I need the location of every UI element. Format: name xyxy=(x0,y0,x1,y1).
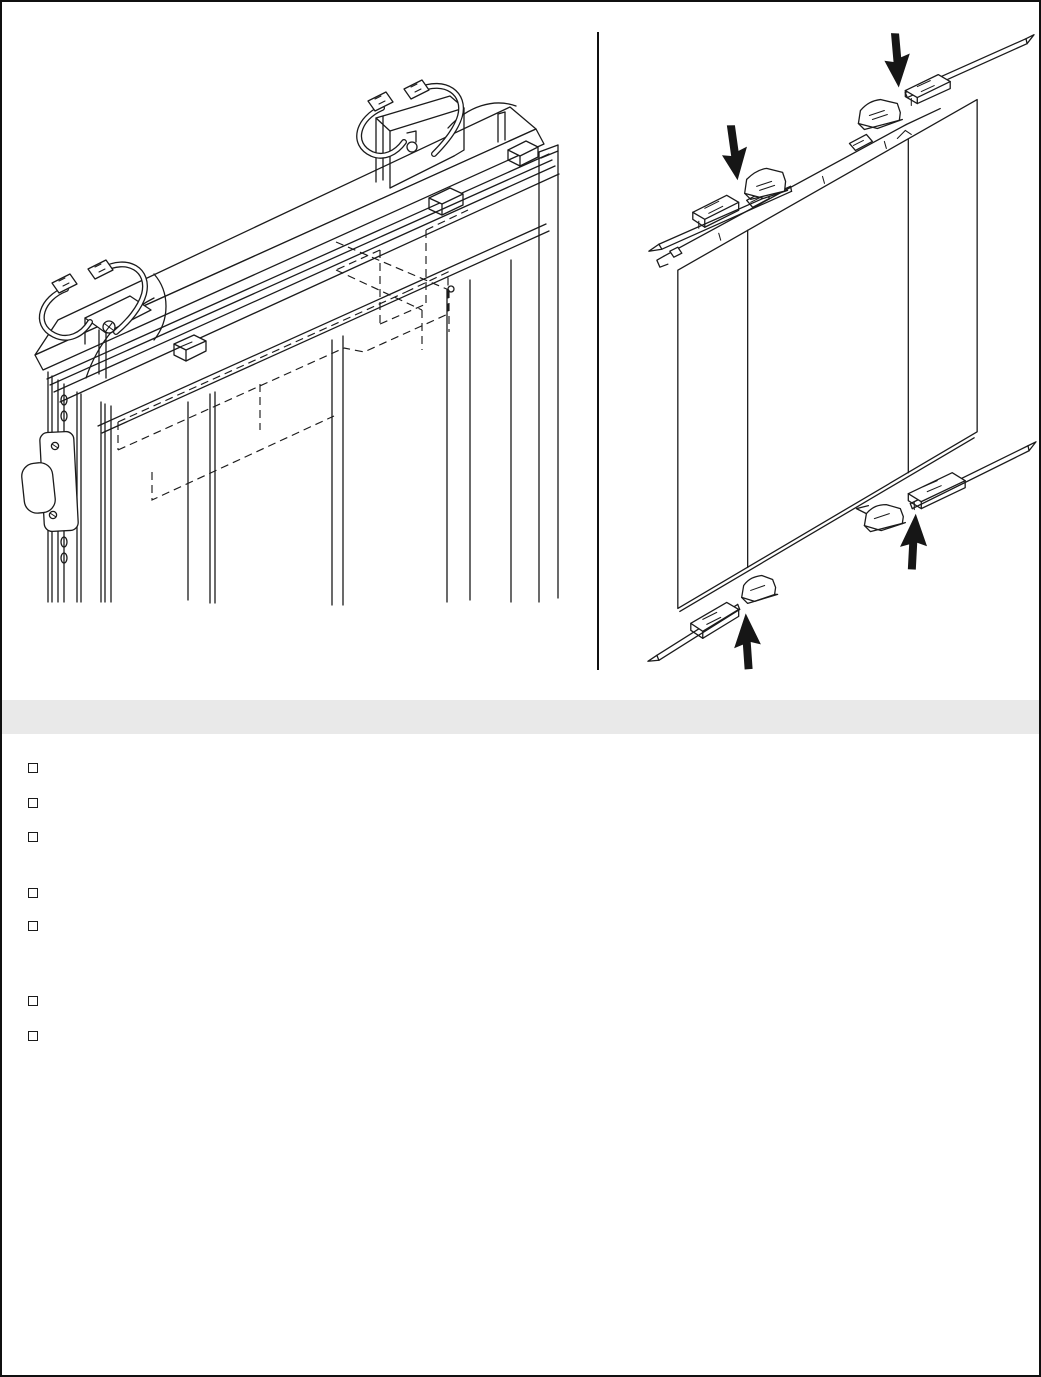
checklist-item xyxy=(28,1031,48,1041)
down-arrow-icon xyxy=(882,32,913,89)
header-assembly-drawing xyxy=(2,2,600,692)
up-arrow-icon xyxy=(899,513,929,570)
panel-clip-drawing xyxy=(601,2,1041,682)
bottom-left-sill-strip xyxy=(648,602,740,661)
checklist-item xyxy=(28,763,48,773)
cable-connector-icon xyxy=(52,274,77,293)
checkbox[interactable] xyxy=(28,763,38,773)
figure-divider-line xyxy=(597,32,599,670)
cable-connector-icon xyxy=(404,80,429,99)
checkbox[interactable] xyxy=(28,921,38,931)
checklist-item xyxy=(28,888,48,898)
checkbox[interactable] xyxy=(28,888,38,898)
checkbox[interactable] xyxy=(28,798,38,808)
checkbox[interactable] xyxy=(28,1031,38,1041)
glass-panel xyxy=(678,100,977,612)
bumper-clip xyxy=(856,505,905,532)
bumper-clip xyxy=(745,168,788,199)
header-rail-beam xyxy=(35,107,559,402)
pivot-dot xyxy=(448,286,454,292)
top-right-sill-strip xyxy=(905,35,1034,106)
cable-connector-icon xyxy=(368,92,393,111)
cable-connector-icon xyxy=(88,260,113,279)
down-arrow-icon xyxy=(718,123,751,182)
up-arrow-icon xyxy=(732,612,763,670)
checklist-item xyxy=(28,798,48,808)
checklist-item xyxy=(28,921,48,931)
bumper-clip xyxy=(742,575,778,603)
checkbox[interactable] xyxy=(28,832,38,842)
bumper-clip xyxy=(858,100,902,130)
checklist-item xyxy=(28,832,48,842)
header-assembly-illustration xyxy=(2,2,600,692)
checklist-item xyxy=(28,996,48,1006)
door-bumper xyxy=(20,431,78,532)
panel-clip-illustration xyxy=(601,2,1041,692)
checkbox[interactable] xyxy=(28,996,38,1006)
section-header-bar xyxy=(2,700,1039,734)
